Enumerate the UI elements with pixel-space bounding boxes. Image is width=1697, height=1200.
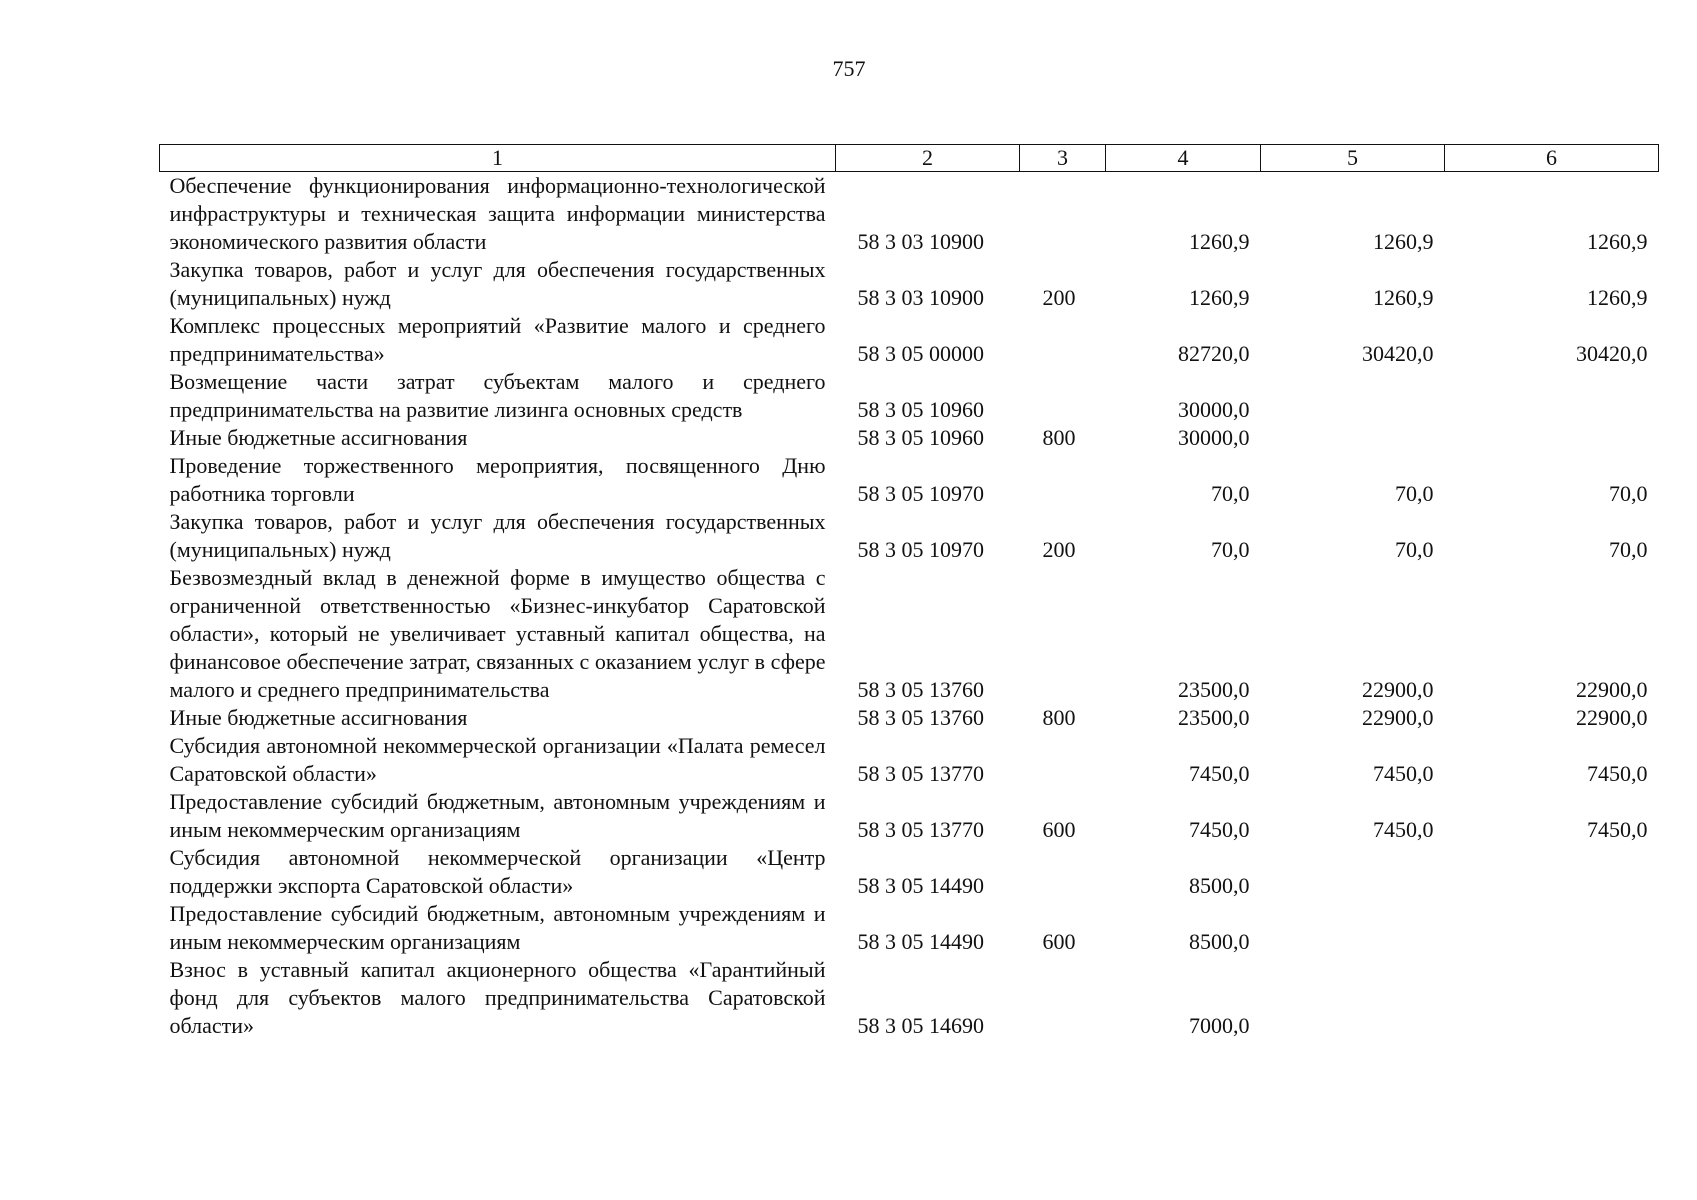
row-expense-type [1020, 452, 1106, 508]
row-amount-col5: 1260,9 [1373, 285, 1434, 310]
row-expense-type: 200 [1042, 285, 1076, 310]
row-expense-type [1020, 172, 1106, 257]
row-amount-col5: 70,0 [1395, 537, 1434, 562]
row-amount-col4: 23500,0 [1178, 677, 1250, 702]
row-name: Закупка товаров, работ и услуг для обеспечения государственных (муниципальных) нужд [169, 257, 826, 310]
row-code: 58 3 05 10970 [857, 481, 984, 506]
row-expense-type [1020, 368, 1106, 424]
row-code: 58 3 03 10900 [857, 285, 984, 310]
row-amount-col5: 7450,0 [1373, 761, 1434, 786]
row-amount-col6: 70,0 [1609, 537, 1648, 562]
table-row [160, 508, 1659, 564]
row-amount-col4: 7000,0 [1189, 1013, 1250, 1038]
row-amount-col4: 1260,9 [1189, 285, 1250, 310]
row-name: Иные бюджетные ассигнования [169, 705, 468, 730]
table-row [160, 900, 1659, 956]
row-amount-col5 [1261, 900, 1445, 956]
row-amount-col5: 7450,0 [1373, 817, 1434, 842]
row-expense-type [1020, 956, 1106, 1040]
row-expense-type: 600 [1042, 929, 1076, 954]
row-amount-col4: 7450,0 [1189, 761, 1250, 786]
row-code: 58 3 05 00000 [857, 341, 984, 366]
row-amount-col6 [1445, 956, 1659, 1040]
row-name: Иные бюджетные ассигнования [169, 425, 468, 450]
table-row [160, 844, 1659, 900]
header-col-4: 4 [1106, 145, 1261, 172]
row-amount-col5: 30420,0 [1362, 341, 1434, 366]
row-amount-col5: 22900,0 [1362, 677, 1434, 702]
table-row [160, 732, 1659, 788]
table-row [160, 172, 1659, 257]
row-amount-col6: 22900,0 [1576, 705, 1648, 730]
row-code: 58 3 05 13760 [857, 677, 984, 702]
row-amount-col4: 70,0 [1211, 537, 1250, 562]
row-amount-col6 [1445, 900, 1659, 956]
header-row [160, 145, 1659, 172]
row-amount-col6 [1445, 424, 1659, 452]
page-number: 757 [832, 56, 866, 81]
row-name: Субсидия автономной некоммерческой организации «Центр поддержки экспорта Саратовской области» [169, 845, 826, 898]
row-code: 58 3 05 13760 [857, 705, 984, 730]
row-amount-col5 [1261, 844, 1445, 900]
row-amount-col4: 70,0 [1211, 481, 1250, 506]
row-amount-col4: 8500,0 [1189, 873, 1250, 898]
row-code: 58 3 05 14490 [857, 929, 984, 954]
header-col-5: 5 [1261, 145, 1445, 172]
row-amount-col6 [1445, 844, 1659, 900]
row-code: 58 3 05 13770 [857, 817, 984, 842]
header-col-3: 3 [1020, 145, 1106, 172]
row-amount-col4: 23500,0 [1178, 705, 1250, 730]
row-amount-col4: 30000,0 [1178, 397, 1250, 422]
table-row [160, 704, 1659, 732]
table-body [160, 172, 1659, 1041]
table-row [160, 256, 1659, 312]
row-amount-col6: 30420,0 [1576, 341, 1648, 366]
row-code: 58 3 05 14490 [857, 873, 984, 898]
table-row [160, 788, 1659, 844]
row-expense-type: 600 [1042, 817, 1076, 842]
row-name: Обеспечение функционирования информационно-технологической инфраструктуры и техническая защита информации министерства экономического развития области [169, 173, 826, 254]
row-expense-type [1020, 564, 1106, 704]
row-name: Взнос в уставный капитал акционерного общества «Гарантийный фонд для субъектов малого предпринимательства Саратовской области» [169, 957, 826, 1038]
row-name: Предоставление субсидий бюджетным, автономным учреждениям и иным некоммерческим организациям [169, 901, 826, 954]
row-amount-col4: 7450,0 [1189, 817, 1250, 842]
row-amount-col5 [1261, 424, 1445, 452]
row-name: Возмещение части затрат субъектам малого и среднего предпринимательства на развитие лизинга основных средств [169, 369, 826, 422]
table-row [160, 956, 1659, 1040]
row-expense-type: 200 [1042, 537, 1076, 562]
row-amount-col6: 7450,0 [1587, 761, 1648, 786]
table-row [160, 424, 1659, 452]
budget-table [159, 144, 1659, 1040]
row-name: Комплекс процессных мероприятий «Развитие малого и среднего предпринимательства» [169, 313, 826, 366]
header-col-1: 1 [160, 145, 836, 172]
row-code: 58 3 05 10960 [857, 397, 984, 422]
row-amount-col4: 8500,0 [1189, 929, 1250, 954]
row-name: Проведение торжественного мероприятия, посвященного Дню работника торговли [169, 453, 826, 506]
row-amount-col6 [1445, 368, 1659, 424]
header-col-6: 6 [1445, 145, 1659, 172]
row-amount-col6: 70,0 [1609, 481, 1648, 506]
row-code: 58 3 05 14690 [857, 1013, 984, 1038]
row-expense-type: 800 [1042, 705, 1076, 730]
row-amount-col5 [1261, 368, 1445, 424]
row-amount-col5: 1260,9 [1373, 229, 1434, 254]
table-header [160, 145, 1659, 172]
row-name: Безвозмездный вклад в денежной форме в имущество общества с ограниченной ответственностью «Бизнес-инкубатор Саратовской области», который не увеличивает уставный капитал общества, на финансовое обеспечение затрат, связанных с оказанием услуг в сфере малого и среднего предпринимательства [169, 565, 826, 702]
row-expense-type [1020, 732, 1106, 788]
row-name: Предоставление субсидий бюджетным, автономным учреждениям и иным некоммерческим организациям [169, 789, 826, 842]
row-name: Закупка товаров, работ и услуг для обеспечения государственных (муниципальных) нужд [169, 509, 826, 562]
table-row [160, 564, 1659, 704]
row-amount-col5: 70,0 [1395, 481, 1434, 506]
header-col-2: 2 [836, 145, 1020, 172]
row-name: Субсидия автономной некоммерческой организации «Палата ремесел Саратовской области» [169, 733, 826, 786]
table-row [160, 312, 1659, 368]
row-expense-type: 800 [1042, 425, 1076, 450]
row-code: 58 3 03 10900 [857, 229, 984, 254]
row-amount-col6: 1260,9 [1587, 229, 1648, 254]
table-row [160, 452, 1659, 508]
row-code: 58 3 05 13770 [857, 761, 984, 786]
row-expense-type [1020, 844, 1106, 900]
row-amount-col6: 1260,9 [1587, 285, 1648, 310]
row-amount-col6: 22900,0 [1576, 677, 1648, 702]
row-amount-col5 [1261, 956, 1445, 1040]
table-row [160, 368, 1659, 424]
row-amount-col5: 22900,0 [1362, 705, 1434, 730]
row-expense-type [1020, 312, 1106, 368]
row-amount-col4: 82720,0 [1178, 341, 1250, 366]
row-amount-col4: 30000,0 [1178, 425, 1250, 450]
row-code: 58 3 05 10960 [857, 425, 984, 450]
row-code: 58 3 05 10970 [857, 537, 984, 562]
row-amount-col6: 7450,0 [1587, 817, 1648, 842]
row-amount-col4: 1260,9 [1189, 229, 1250, 254]
